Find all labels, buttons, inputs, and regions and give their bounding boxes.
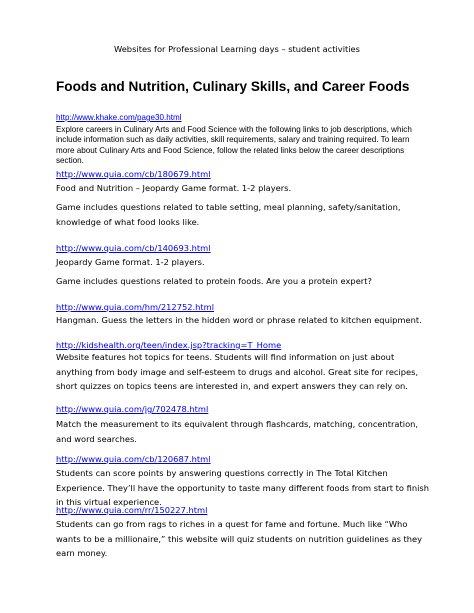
intro-link-row (56, 105, 430, 124)
entry-3-link[interactable]: http://www.quia.com/hm/212752.html (56, 302, 215, 312)
entry-2-paragraph: Game includes questions related to protein foods. Are you a protein expert? (56, 276, 372, 286)
entry-4-link[interactable]: http://kidshealth.org/teen/index.jsp?tracking=T_Home (56, 340, 282, 350)
entry-2-link-row (56, 236, 430, 255)
entry-1-paragraph: Game includes questions related to table setting, meal planning, safety/sanitation, knowledge of what food looks like. (56, 202, 401, 227)
entry-6-link-row (56, 447, 430, 466)
entry-7-paragraph: Students can go from rags to riches in a quest for fame and fortune. Much like “Who wants to be a millionaire,” this website will quiz students on nutrition guidelines as they earn money. (56, 519, 423, 558)
entry-7-link-row (56, 498, 430, 517)
entry-1-link-row (56, 162, 430, 181)
entry-7-link[interactable]: http://www.quia.com/rr/150227.html (56, 505, 208, 515)
entry-1-paragraph: Food and Nutrition – Jeopardy Game format. 1-2 players. (56, 183, 292, 193)
entry-3-link-row (56, 295, 430, 314)
entry-5-link[interactable]: http://www.quia.com/jg/702478.html (56, 404, 209, 414)
entry-5-link-row (56, 397, 430, 416)
entry-5-paragraph: Match the measurement to its equivalent through flashcards, matching, concentration, and word searches. (56, 419, 419, 444)
intro-paragraph: Explore careers in Culinary Arts and Food Science with the following links to job descriptions, which include information such as daily activities, skill requirements, salary and training required. To learn more about Culinary Arts and Food Science, follow the related links below the career descriptions section. (56, 125, 412, 165)
entry-1-link[interactable]: http://www.quia.com/cb/180679.html (56, 169, 211, 179)
entry-4-paragraph: Website features hot topics for teens. Students will find information on just about anything from body image and self-esteem to drugs and alcohol. Great site for recipes, short quizzes on topics teens are interested in, and expert answers they can rely on. (56, 352, 419, 391)
entry-2-paragraph: Jeopardy Game format. 1-2 players. (56, 257, 205, 267)
intro-link[interactable]: http://www.khake.com/page30.html (56, 113, 182, 122)
entry-3-paragraph: Hangman. Guess the letters in the hidden word or phrase related to kitchen equipment. (56, 315, 422, 325)
page-header: Websites for Professional Learning days – student activities (113, 44, 360, 54)
page-title: Foods and Nutrition, Culinary Skills, and Career Foods (56, 79, 410, 94)
entry-2-link[interactable]: http://www.quia.com/cb/140693.html (56, 243, 211, 253)
entry-6-paragraph: Students can score points by answering questions correctly in The Total Kitchen Experience. They’ll have the opportunity to taste many different foods from start to finish in this virtual experience. (56, 468, 430, 507)
entry-6-link[interactable]: http://www.quia.com/cb/120687.html (56, 454, 211, 464)
